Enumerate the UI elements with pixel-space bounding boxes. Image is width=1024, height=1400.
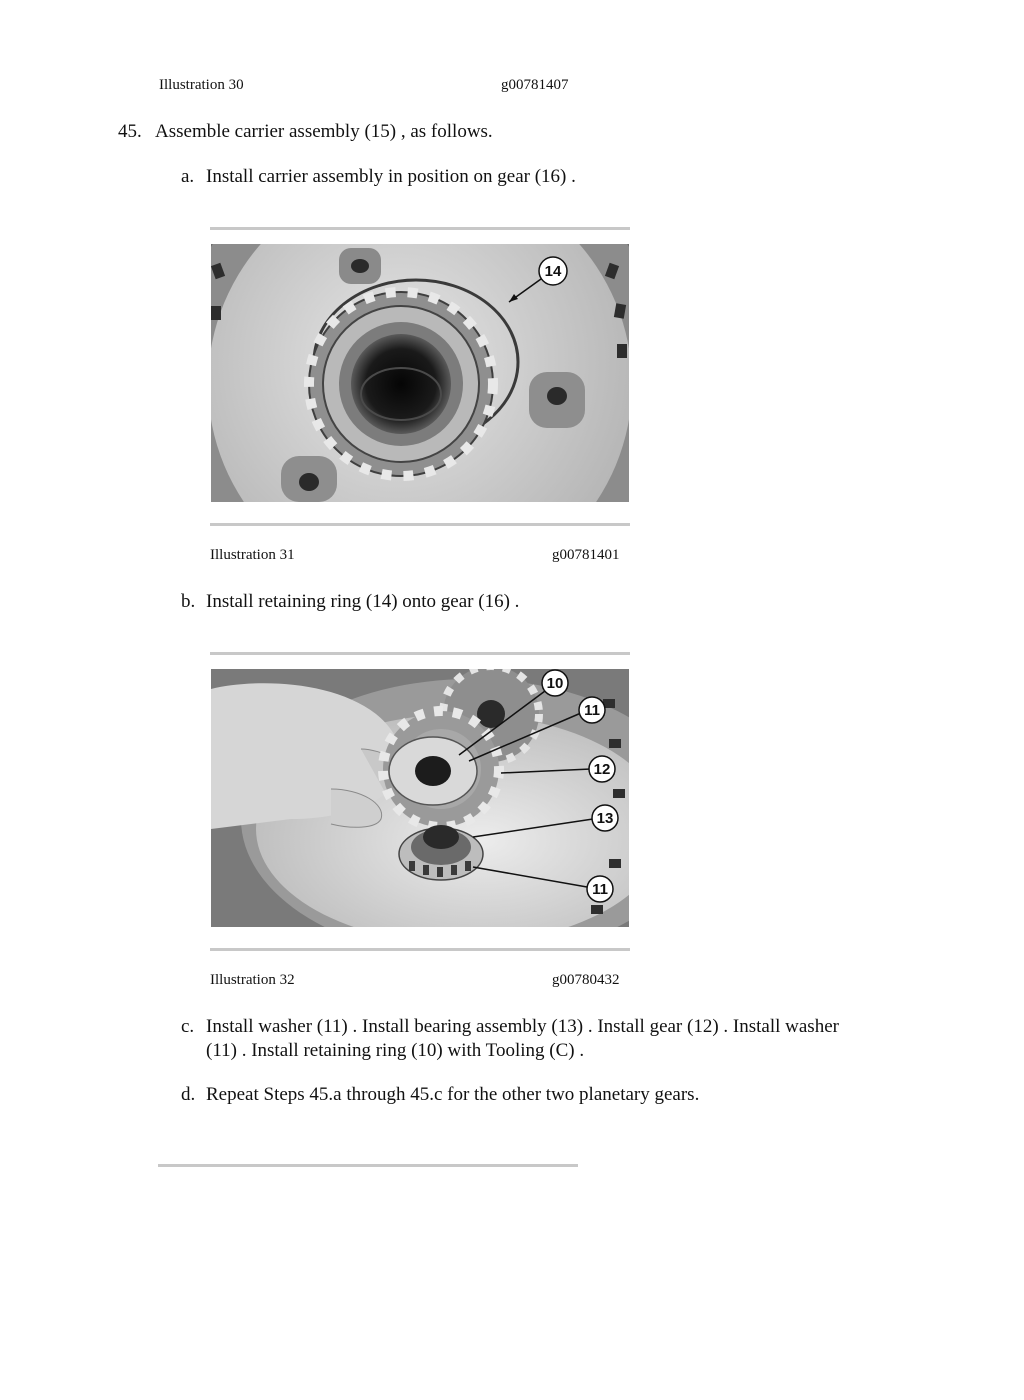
callout-13: 13 [596,810,614,827]
step-c-letter: c. [181,1016,195,1037]
callout-14: 14 [544,263,562,280]
illustration-32-label: Illustration 32 [210,972,295,988]
illustration-32-code: g00780432 [552,972,620,988]
step-b-letter: b. [181,591,196,612]
callout-11-lower: 11 [592,881,608,898]
figure-bottom-rule [210,523,630,526]
figure-top-rule [210,227,630,230]
figure-top-rule [210,652,630,655]
step-45-number: 45. [118,121,142,142]
callout-10: 10 [546,675,564,692]
figure-bottom-rule [210,948,630,951]
gear-installation-photo [211,669,629,927]
illustration-31-code: g00781401 [552,547,620,563]
step-c-line-2: (11) . Install retaining ring (10) with Tooling (C) . [206,1040,585,1061]
illustration-30-code: g00781407 [501,77,569,93]
step-c-line-1: Install washer (11) . Install bearing assembly (13) . Install gear (12) . Install washer [206,1016,839,1037]
illustration-31-label: Illustration 31 [210,547,295,563]
step-b-text: Install retaining ring (14) onto gear (16) . [206,591,520,612]
illustration-30-label: Illustration 30 [159,77,244,93]
step-a-text: Install carrier assembly in position on gear (16) . [206,166,576,187]
step-d-letter: d. [181,1084,196,1105]
section-end-rule [158,1164,578,1167]
callout-11: 11 [584,702,600,719]
step-45-text: Assemble carrier assembly (15) , as follows. [155,121,493,142]
step-d-text: Repeat Steps 45.a through 45.c for the other two planetary gears. [206,1084,700,1105]
step-a-letter: a. [181,166,195,187]
carrier-assembly-photo [211,244,629,502]
callout-12: 12 [593,761,611,778]
